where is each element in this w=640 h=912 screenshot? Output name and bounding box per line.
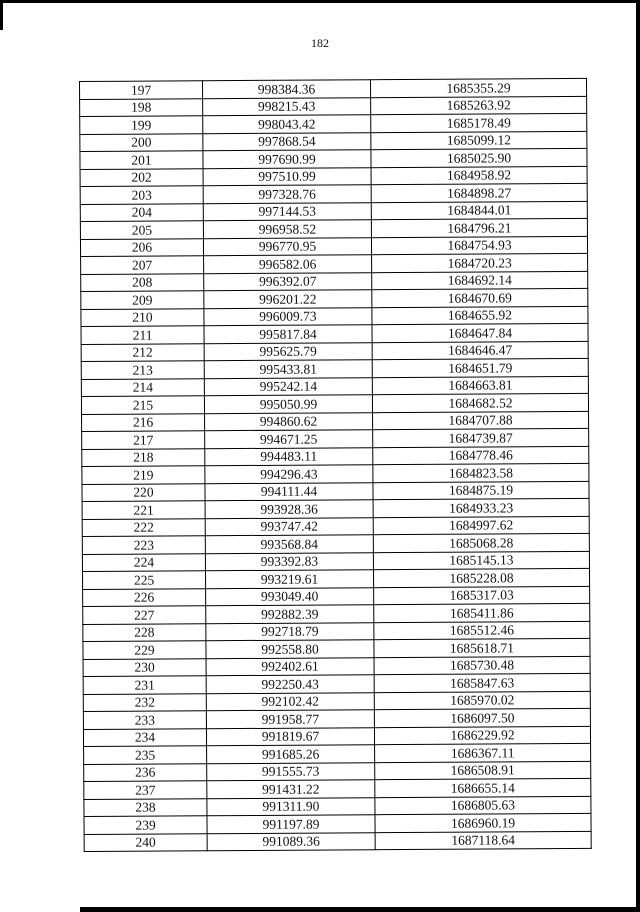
x-coordinate-cell: 992102.42 [206, 692, 374, 711]
x-coordinate-cell: 994111.44 [205, 482, 373, 501]
x-coordinate-cell: 993392.83 [205, 552, 373, 571]
y-coordinate-cell: 1685970.02 [374, 691, 590, 710]
x-coordinate-cell: 997328.76 [203, 185, 371, 204]
point-number-cell: 211 [81, 326, 204, 344]
point-number-cell: 198 [80, 98, 203, 116]
point-number-cell: 206 [80, 238, 203, 256]
y-coordinate-cell: 1685512.46 [374, 621, 590, 640]
y-coordinate-cell: 1684655.92 [372, 306, 588, 325]
coordinate-table-body [80, 78, 592, 851]
point-number-cell: 203 [80, 186, 203, 204]
y-coordinate-cell: 1684823.58 [373, 463, 589, 482]
point-number-cell: 209 [81, 291, 204, 309]
y-coordinate-cell: 1684778.46 [373, 446, 589, 465]
x-coordinate-cell: 996958.52 [203, 220, 371, 239]
y-coordinate-cell: 1684720.23 [372, 253, 588, 272]
y-coordinate-cell: 1685025.90 [371, 148, 587, 167]
y-coordinate-cell: 1684707.88 [373, 411, 589, 430]
y-coordinate-cell: 1685228.08 [373, 568, 589, 587]
point-number-cell: 220 [82, 483, 205, 501]
point-number-cell: 236 [84, 763, 207, 781]
y-coordinate-cell: 1687118.64 [375, 831, 591, 850]
point-number-cell: 222 [82, 518, 205, 536]
point-number-cell: 218 [82, 448, 205, 466]
x-coordinate-cell: 996392.07 [204, 272, 372, 291]
point-number-cell: 239 [84, 816, 207, 834]
x-coordinate-cell: 991197.89 [207, 815, 375, 834]
x-coordinate-cell: 997868.54 [203, 132, 371, 151]
x-coordinate-cell: 993219.61 [205, 570, 373, 589]
x-coordinate-cell: 993049.40 [206, 587, 374, 606]
point-number-cell: 201 [80, 151, 203, 169]
point-number-cell: 213 [81, 361, 204, 379]
y-coordinate-cell: 1685178.49 [371, 113, 587, 132]
point-number-cell: 238 [84, 798, 207, 816]
point-number-cell: 214 [81, 378, 204, 396]
y-coordinate-cell: 1684682.52 [372, 393, 588, 412]
point-number-cell: 228 [83, 623, 206, 641]
point-number-cell: 215 [81, 396, 204, 414]
x-coordinate-cell: 991089.36 [207, 832, 375, 851]
y-coordinate-cell: 1686367.11 [375, 743, 591, 762]
point-number-cell: 212 [81, 343, 204, 361]
x-coordinate-cell: 996009.73 [204, 307, 372, 326]
table-row [84, 831, 591, 852]
page-number: 182 [311, 36, 329, 50]
y-coordinate-cell: 1684739.87 [373, 428, 589, 447]
point-number-cell: 197 [80, 81, 203, 99]
y-coordinate-cell: 1684844.01 [371, 201, 587, 220]
y-coordinate-cell: 1685317.03 [374, 586, 590, 605]
point-number-cell: 204 [80, 203, 203, 221]
y-coordinate-cell: 1684692.14 [372, 271, 588, 290]
x-coordinate-cell: 993568.84 [205, 535, 373, 554]
y-coordinate-cell: 1684663.81 [372, 376, 588, 395]
x-coordinate-cell: 991685.26 [207, 745, 375, 764]
point-number-cell: 232 [83, 693, 206, 711]
point-number-cell: 221 [82, 501, 205, 519]
point-number-cell: 219 [82, 466, 205, 484]
point-number-cell: 235 [84, 746, 207, 764]
x-coordinate-cell: 991555.73 [207, 762, 375, 781]
x-coordinate-cell: 996770.95 [203, 237, 371, 256]
y-coordinate-cell: 1686805.63 [375, 796, 591, 815]
x-coordinate-cell: 994483.11 [205, 447, 373, 466]
point-number-cell: 210 [81, 308, 204, 326]
x-coordinate-cell: 993928.36 [205, 500, 373, 519]
point-number-cell: 207 [81, 256, 204, 274]
y-coordinate-cell: 1685099.12 [371, 131, 587, 150]
scan-edge-top [0, 0, 640, 3]
x-coordinate-cell: 996582.06 [204, 255, 372, 274]
y-coordinate-cell: 1684647.84 [372, 323, 588, 342]
y-coordinate-cell: 1685847.63 [374, 673, 590, 692]
y-coordinate-cell: 1686655.14 [375, 778, 591, 797]
point-number-cell: 205 [80, 221, 203, 239]
x-coordinate-cell: 991958.77 [206, 710, 374, 729]
x-coordinate-cell: 992250.43 [206, 675, 374, 694]
point-number-cell: 224 [82, 553, 205, 571]
point-number-cell: 225 [82, 571, 205, 589]
y-coordinate-cell: 1686960.19 [375, 813, 591, 832]
y-coordinate-cell: 1686097.50 [374, 708, 590, 727]
point-number-cell: 230 [83, 658, 206, 676]
x-coordinate-cell: 997510.99 [203, 167, 371, 186]
point-number-cell: 227 [83, 606, 206, 624]
x-coordinate-cell: 998384.36 [203, 80, 371, 99]
x-coordinate-cell: 997144.53 [203, 202, 371, 221]
scan-edge-left [0, 0, 3, 30]
x-coordinate-cell: 992558.80 [206, 640, 374, 659]
point-number-cell: 199 [80, 116, 203, 134]
x-coordinate-cell: 993747.42 [205, 517, 373, 536]
y-coordinate-cell: 1686508.91 [375, 761, 591, 780]
point-number-cell: 200 [80, 133, 203, 151]
x-coordinate-cell: 996201.22 [204, 290, 372, 309]
y-coordinate-cell: 1684651.79 [372, 358, 588, 377]
x-coordinate-cell: 991431.22 [207, 780, 375, 799]
x-coordinate-cell: 994296.43 [205, 465, 373, 484]
y-coordinate-cell: 1685411.86 [374, 603, 590, 622]
x-coordinate-cell: 995817.84 [204, 325, 372, 344]
y-coordinate-cell: 1685145.13 [373, 551, 589, 570]
point-number-cell: 234 [83, 728, 206, 746]
x-coordinate-cell: 997690.99 [203, 150, 371, 169]
x-coordinate-cell: 992718.79 [206, 622, 374, 641]
y-coordinate-cell: 1684958.92 [371, 166, 587, 185]
x-coordinate-cell: 994860.62 [205, 412, 373, 431]
x-coordinate-cell: 995625.79 [204, 342, 372, 361]
point-number-cell: 233 [83, 711, 206, 729]
point-number-cell: 226 [83, 588, 206, 606]
x-coordinate-cell: 998215.43 [203, 97, 371, 116]
point-number-cell: 229 [83, 641, 206, 659]
x-coordinate-cell: 991819.67 [206, 727, 374, 746]
y-coordinate-cell: 1686229.92 [374, 726, 590, 745]
x-coordinate-cell: 998043.42 [203, 115, 371, 134]
x-coordinate-cell: 992402.61 [206, 657, 374, 676]
y-coordinate-cell: 1684898.27 [371, 183, 587, 202]
point-number-cell: 208 [81, 273, 204, 291]
y-coordinate-cell: 1685068.28 [373, 533, 589, 552]
y-coordinate-cell: 1684875.19 [373, 481, 589, 500]
coordinate-table [79, 78, 592, 852]
point-number-cell: 216 [82, 413, 205, 431]
scan-edge-bottom [80, 907, 640, 912]
x-coordinate-cell: 995433.81 [204, 360, 372, 379]
y-coordinate-cell: 1684933.23 [373, 498, 589, 517]
x-coordinate-cell: 994671.25 [205, 430, 373, 449]
y-coordinate-cell: 1685730.48 [374, 656, 590, 675]
y-coordinate-cell: 1685355.29 [370, 78, 586, 97]
y-coordinate-cell: 1684796.21 [371, 218, 587, 237]
point-number-cell: 223 [82, 536, 205, 554]
y-coordinate-cell: 1685618.71 [374, 638, 590, 657]
y-coordinate-cell: 1684997.62 [373, 516, 589, 535]
x-coordinate-cell: 992882.39 [206, 605, 374, 624]
y-coordinate-cell: 1684754.93 [371, 236, 587, 255]
x-coordinate-cell: 995050.99 [204, 395, 372, 414]
point-number-cell: 237 [84, 781, 207, 799]
point-number-cell: 202 [80, 168, 203, 186]
point-number-cell: 217 [82, 431, 205, 449]
y-coordinate-cell: 1684646.47 [372, 341, 588, 360]
point-number-cell: 240 [84, 833, 207, 851]
y-coordinate-cell: 1685263.92 [371, 96, 587, 115]
x-coordinate-cell: 995242.14 [204, 377, 372, 396]
point-number-cell: 231 [83, 676, 206, 694]
x-coordinate-cell: 991311.90 [207, 797, 375, 816]
y-coordinate-cell: 1684670.69 [372, 288, 588, 307]
scan-edge-right [636, 0, 640, 912]
